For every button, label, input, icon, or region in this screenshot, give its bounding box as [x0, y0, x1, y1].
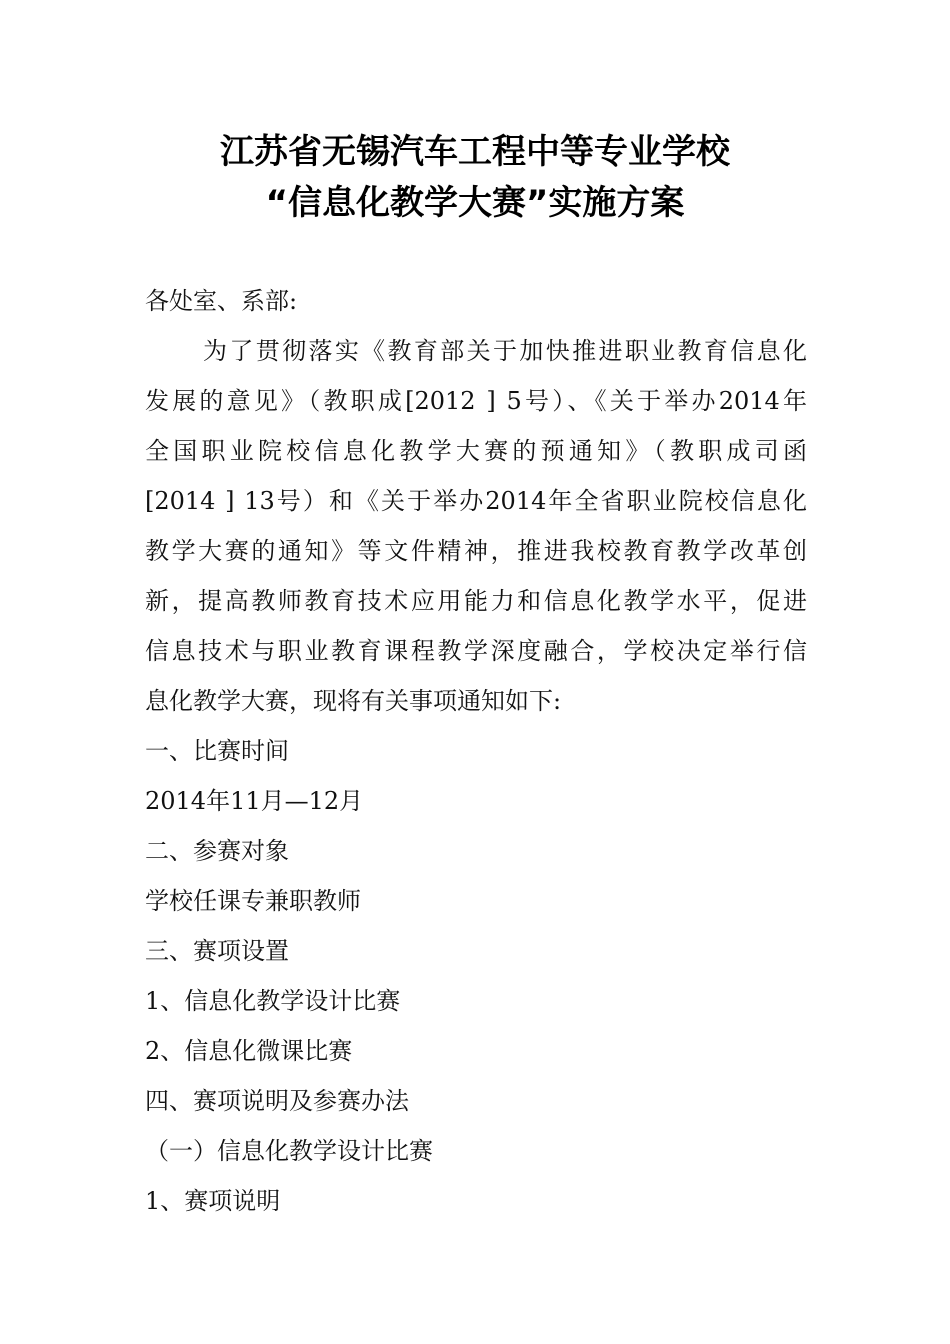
paragraph-line: 息化教学大赛，现将有关事项通知如下:: [145, 687, 562, 715]
paragraph-line: 全国职业院校信息化教学大赛的预通知》（教职成司函: [145, 437, 807, 465]
paragraph-line: 教学大赛的通知》等文件精神，推进我校教育教学改革创: [145, 537, 807, 565]
section-heading-events: 三、赛项设置: [145, 937, 289, 965]
document-title-line-2: “信息化教学大赛”实施方案: [265, 183, 685, 223]
paragraph-line: 信息技术与职业教育课程教学深度融合，学校决定举行信: [145, 637, 807, 665]
section-text-participants: 学校任课专兼职教师: [145, 887, 361, 915]
paragraph-line: 新，提高教师教育技术应用能力和信息化教学水平，促进: [145, 587, 807, 615]
section-heading-rules: 四、赛项说明及参赛办法: [145, 1087, 409, 1115]
subsection-heading-design: （一）信息化教学设计比赛: [145, 1137, 433, 1165]
document-title-line-1: 江苏省无锡汽车工程中等专业学校: [220, 132, 730, 172]
section-item-microlesson-contest: 2、信息化微课比赛: [145, 1037, 353, 1065]
salutation: 各处室、系部:: [145, 287, 298, 315]
section-item-design-contest: 1、信息化教学设计比赛: [145, 987, 401, 1015]
subsection-item-description: 1、赛项说明: [145, 1187, 281, 1215]
section-text-time: 2014年11月—12月: [145, 787, 364, 815]
paragraph-line: [2014 ] 13号）和《关于举办2014年全省职业院校信息化: [145, 487, 807, 515]
section-heading-participants: 二、参赛对象: [145, 837, 289, 865]
paragraph-line: 发展的意见》（教职成[2012 ] 5号）、《关于举办2014年: [145, 387, 807, 415]
section-heading-time: 一、比赛时间: [145, 737, 289, 765]
paragraph-line: 为了贯彻落实《教育部关于加快推进职业教育信息化: [203, 337, 807, 365]
